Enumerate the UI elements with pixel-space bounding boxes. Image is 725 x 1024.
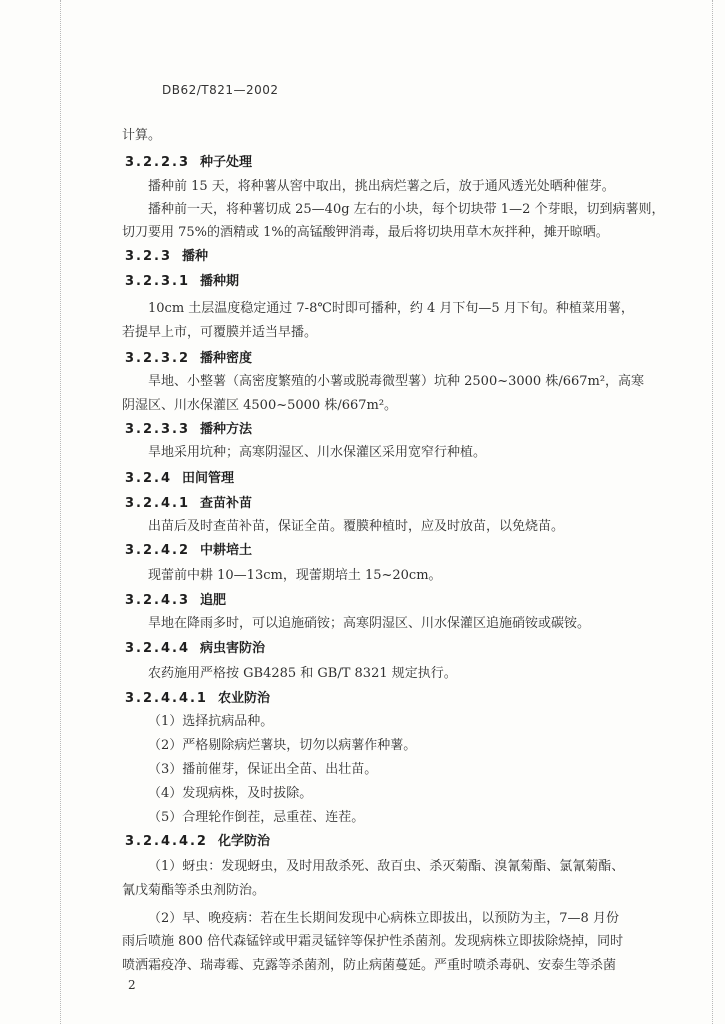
section-title: 化学防治 <box>217 834 270 849</box>
section-number: 3.2.4.2 <box>125 543 190 558</box>
section-heading <box>125 469 234 489</box>
standard-code: DB62/T821—2002 <box>162 83 279 97</box>
paragraph-line: 农药施用严格按 GB4285 和 GB/T 8321 规定执行。 <box>148 666 457 681</box>
section-number: 3.2.4.3 <box>125 593 190 608</box>
paragraph-line: 阴湿区、川水保灌区 4500~5000 株/667m²。 <box>122 398 398 413</box>
section-number: 3.2.4.4 <box>125 641 190 656</box>
paragraph-line: 出苗后及时查苗补苗，保证全苗。覆膜种植时，应及时放苗，以免烧苗。 <box>148 519 565 534</box>
paragraph-line: 播种前 15 天，将种薯从窖中取出，挑出病烂薯之后，放于通风透光处晒种催芽。 <box>148 179 615 194</box>
section-number: 3.2.3.1 <box>125 274 190 289</box>
section-heading <box>125 247 208 267</box>
section-title: 播种 <box>182 249 209 264</box>
paragraph-line: 切刀要用 75%的酒精或 1%的高锰酸钾消毒，最后将切块用草木灰拌种，摊开晾晒。 <box>122 225 609 240</box>
section-number: 3.2.3.2 <box>125 351 190 366</box>
section-number: 3.2.4 <box>125 471 173 486</box>
paragraph-line: 雨后喷施 800 倍代森锰锌或甲霜灵锰锌等保护性杀菌剂。发现病株立即拔除烧掉，同时 <box>122 934 624 949</box>
section-number: 3.2.2.3 <box>125 155 190 170</box>
paragraph-line: 播种前一天，将种薯切成 25—40g 左右的小块，每个切块带 1—2 个芽眼，切到病薯则， <box>148 202 665 217</box>
paragraph-line: 计算。 <box>122 128 162 143</box>
section-title: 查苗补苗 <box>200 496 253 511</box>
paragraph-line: （1）选择抗病品种。 <box>148 714 274 729</box>
section-heading <box>125 153 252 173</box>
section-number: 3.2.4.4.2 <box>125 834 208 849</box>
section-title: 种子处理 <box>200 155 253 170</box>
paragraph-line: 旱地、小整薯（高密度繁殖的小薯或脱毒微型薯）坑种 2500~3000 株/667m²，高寒 <box>148 374 645 389</box>
section-title: 播种期 <box>200 274 240 289</box>
section-title: 播种方法 <box>200 422 253 437</box>
paragraph-line: 若提早上市，可覆膜并适当早播。 <box>122 325 318 340</box>
paragraph-line: （2）早、晚疫病：若在生长期间发现中心病株立即拔出，以预防为主，7—8 月份 <box>148 911 619 926</box>
section-heading <box>125 272 239 292</box>
paragraph-line: 喷洒霜疫净、瑞毒霉、克露等杀菌剂，防止病菌蔓延。严重时喷杀毒矾、安泰生等杀菌 <box>122 958 617 973</box>
paragraph-line: （2）严格剔除病烂薯块，切勿以病薯作种薯。 <box>148 738 417 753</box>
section-number: 3.2.4.1 <box>125 496 190 511</box>
paragraph-line: 旱地采用坑种；高寒阴湿区、川水保灌区采用宽窄行种植。 <box>148 445 487 460</box>
section-number: 3.2.3.3 <box>125 422 190 437</box>
section-title: 田间管理 <box>182 471 235 486</box>
section-heading <box>125 494 252 514</box>
section-number: 3.2.4.4.1 <box>125 691 208 706</box>
paragraph-line: （5）合理轮作倒茬，忌重茬、连茬。 <box>148 810 365 825</box>
page-number: 2 <box>128 978 136 992</box>
paragraph-line: （4）发现病株，及时拔除。 <box>148 786 313 801</box>
paragraph-line: 现蕾前中耕 10—13cm，现蕾期培土 15~20cm。 <box>148 568 442 583</box>
paragraph-line: （1）蚜虫：发现蚜虫，及时用敌杀死、敌百虫、杀灭菊酯、溴氰菊酯、氯氰菊酯、 <box>148 859 625 874</box>
section-heading <box>125 349 252 369</box>
section-heading <box>125 689 270 709</box>
section-heading <box>125 420 252 440</box>
section-title: 农业防治 <box>217 691 270 706</box>
section-number: 3.2.3 <box>125 249 173 264</box>
section-heading <box>125 639 265 659</box>
section-heading <box>125 541 252 561</box>
paragraph-line: 氰戊菊酯等杀虫剂防治。 <box>122 883 266 898</box>
paragraph-line: 10cm 土层温度稳定通过 7-8℃时即可播种，约 4 月下旬—5 月下旬。种植菜用薯， <box>148 301 634 316</box>
paragraph-line: （3）播前催芽，保证出全苗、出壮苗。 <box>148 762 378 777</box>
paragraph-line: 旱地在降雨多时，可以追施硝铵；高寒阴湿区、川水保灌区追施硝铵或碳铵。 <box>148 616 591 631</box>
section-title: 中耕培土 <box>200 543 253 558</box>
section-title: 病虫害防治 <box>200 641 266 656</box>
section-heading <box>125 832 270 852</box>
section-title: 播种密度 <box>200 351 253 366</box>
section-title: 追肥 <box>200 593 227 608</box>
section-heading <box>125 591 226 611</box>
